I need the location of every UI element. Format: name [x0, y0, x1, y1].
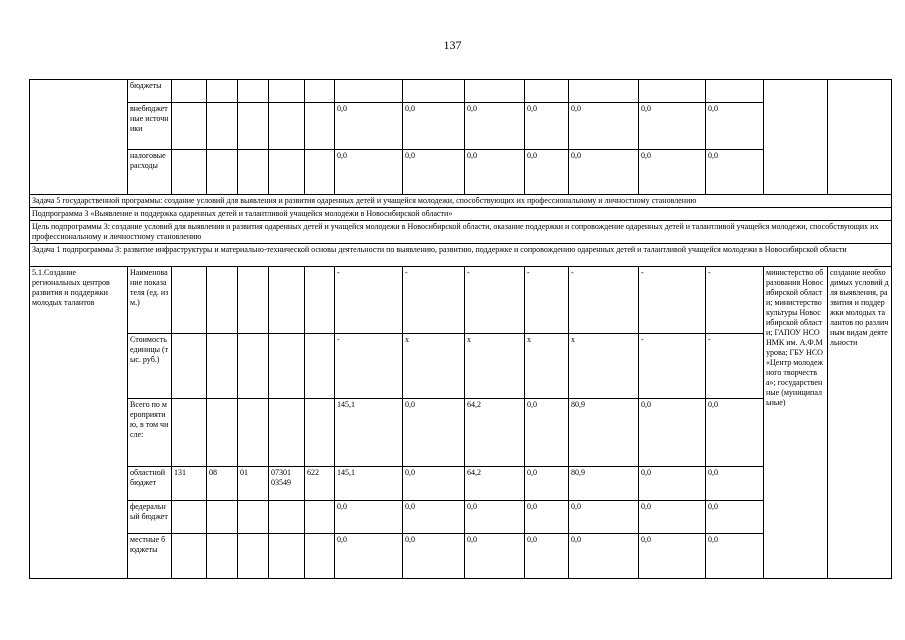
value-cell: 0,0: [639, 467, 706, 501]
result-cell: [828, 80, 892, 195]
value-cell: 0,0: [465, 501, 525, 534]
value-cell: 0,0: [525, 399, 569, 467]
source-label: внебюджетные источники: [128, 103, 172, 150]
value-cell: 0,0: [706, 501, 764, 534]
value-cell: 0,0: [335, 150, 403, 195]
result-cell: создание необходимых условий для выявления, развития и поддержки молодых талантов по различным видам деятельности: [828, 267, 892, 579]
value-cell: 0,0: [706, 150, 764, 195]
row-label: Стоимость единицы (тыс. руб.): [128, 334, 172, 399]
value-cell: -: [335, 334, 403, 399]
value-cell: x: [403, 334, 465, 399]
value-cell: 145,1: [335, 467, 403, 501]
value-cell: 0,0: [569, 534, 639, 579]
source-label: бюджеты: [128, 80, 172, 103]
task-banner: Задача 5 государственной программы: создание условий для выявления и развития одаренных детей и учащейся молодежи, способствующих их профессиональному и личностному становлению: [30, 195, 892, 208]
value-cell: 0,0: [403, 534, 465, 579]
value-cell: 0,0: [335, 103, 403, 150]
value-cell: 0,0: [706, 534, 764, 579]
value-cell: 0,0: [569, 501, 639, 534]
value-cell: 0,0: [569, 103, 639, 150]
budget-table: [29, 79, 892, 579]
value-cell: -: [706, 267, 764, 334]
value-cell: 0,0: [403, 467, 465, 501]
table-row: [30, 150, 892, 195]
value-cell: 80,9: [569, 399, 639, 467]
table-row: [30, 80, 892, 103]
code-rz: 08: [207, 467, 238, 501]
table-row: [30, 467, 892, 501]
value-cell: 0,0: [525, 150, 569, 195]
value-cell: 0,0: [403, 150, 465, 195]
row-label: областной бюджет: [128, 467, 172, 501]
value-cell: -: [403, 267, 465, 334]
value-cell: -: [569, 267, 639, 334]
value-cell: 0,0: [639, 501, 706, 534]
table-row: [30, 534, 892, 579]
subprogram-banner: Подпрограмма 3 «Выявление и поддержка одаренных детей и талантливой учащейся молодежи в Новосибирской области»: [30, 208, 892, 221]
value-cell: 80,9: [569, 467, 639, 501]
row-label: федеральный бюджет: [128, 501, 172, 534]
value-cell: 0,0: [525, 501, 569, 534]
table-row: [30, 501, 892, 534]
value-cell: 0,0: [525, 467, 569, 501]
code-pr: 01: [238, 467, 269, 501]
value-cell: -: [465, 267, 525, 334]
table-row: [30, 399, 892, 467]
value-cell: 0,0: [403, 103, 465, 150]
code-gp: 131: [172, 467, 207, 501]
value-cell: 145,1: [335, 399, 403, 467]
value-cell: 0,0: [639, 399, 706, 467]
executor-cell: [764, 80, 828, 195]
value-cell: 0,0: [639, 534, 706, 579]
value-cell: x: [465, 334, 525, 399]
value-cell: 0,0: [639, 103, 706, 150]
code-vr: 622: [305, 467, 335, 501]
value-cell: -: [706, 334, 764, 399]
value-cell: 0,0: [335, 534, 403, 579]
value-cell: -: [639, 267, 706, 334]
value-cell: -: [335, 267, 403, 334]
value-cell: 64,2: [465, 399, 525, 467]
value-cell: 0,0: [706, 399, 764, 467]
value-cell: 0,0: [569, 150, 639, 195]
source-label: налоговые расходы: [128, 150, 172, 195]
value-cell: 0,0: [465, 103, 525, 150]
table-row: [30, 334, 892, 399]
goal-banner: Цель подпрограммы 3: создание условий для выявления и развития одаренных детей и учащейся молодежи в Новосибирской области, оказание поддержки и сопровождение одаренных детей и талантливой учащейся молодежи, способствующих их профессиональному и личностному становлению: [30, 221, 892, 244]
value-cell: -: [525, 267, 569, 334]
value-cell: 64,2: [465, 467, 525, 501]
value-cell: 0,0: [639, 150, 706, 195]
value-cell: -: [639, 334, 706, 399]
value-cell: 0,0: [403, 501, 465, 534]
value-cell: 0,0: [706, 467, 764, 501]
subtask-banner: Задача 1 подпрограммы 3: развитие инфраструктуры и материально-технической основы деятельности по выявлению, развитию, поддержке и сопровождению одаренных детей и талантливой учащейся молодежи в Новосибирской области: [30, 244, 892, 267]
executor-cell: министерство образования Новосибирской области; министерство культуры Новосибирской области; ГАПОУ НСО НМК им. А.Ф.Мурова; ГБУ НСО «Центр молодежного творчества»; государственные (муниципальные): [764, 267, 828, 579]
value-cell: 0,0: [525, 534, 569, 579]
value-cell: x: [569, 334, 639, 399]
value-cell: 0,0: [403, 399, 465, 467]
table-row: [30, 267, 892, 334]
page-number: 137: [443, 38, 462, 52]
row-label: местные бюджеты: [128, 534, 172, 579]
value-cell: 0,0: [706, 103, 764, 150]
row-label: Наименование показателя (ед. изм.): [128, 267, 172, 334]
row-label: Всего по мероприятию, в том числе:: [128, 399, 172, 467]
table-row: [30, 103, 892, 150]
code-csr: 07301 03549: [269, 467, 305, 501]
value-cell: 0,0: [335, 501, 403, 534]
value-cell: 0,0: [465, 150, 525, 195]
value-cell: x: [525, 334, 569, 399]
value-cell: 0,0: [525, 103, 569, 150]
empty-cell: [30, 80, 128, 195]
event-name: 5.1.Создание региональных центров развития и поддержки молодых талантов: [30, 267, 128, 579]
value-cell: 0,0: [465, 534, 525, 579]
